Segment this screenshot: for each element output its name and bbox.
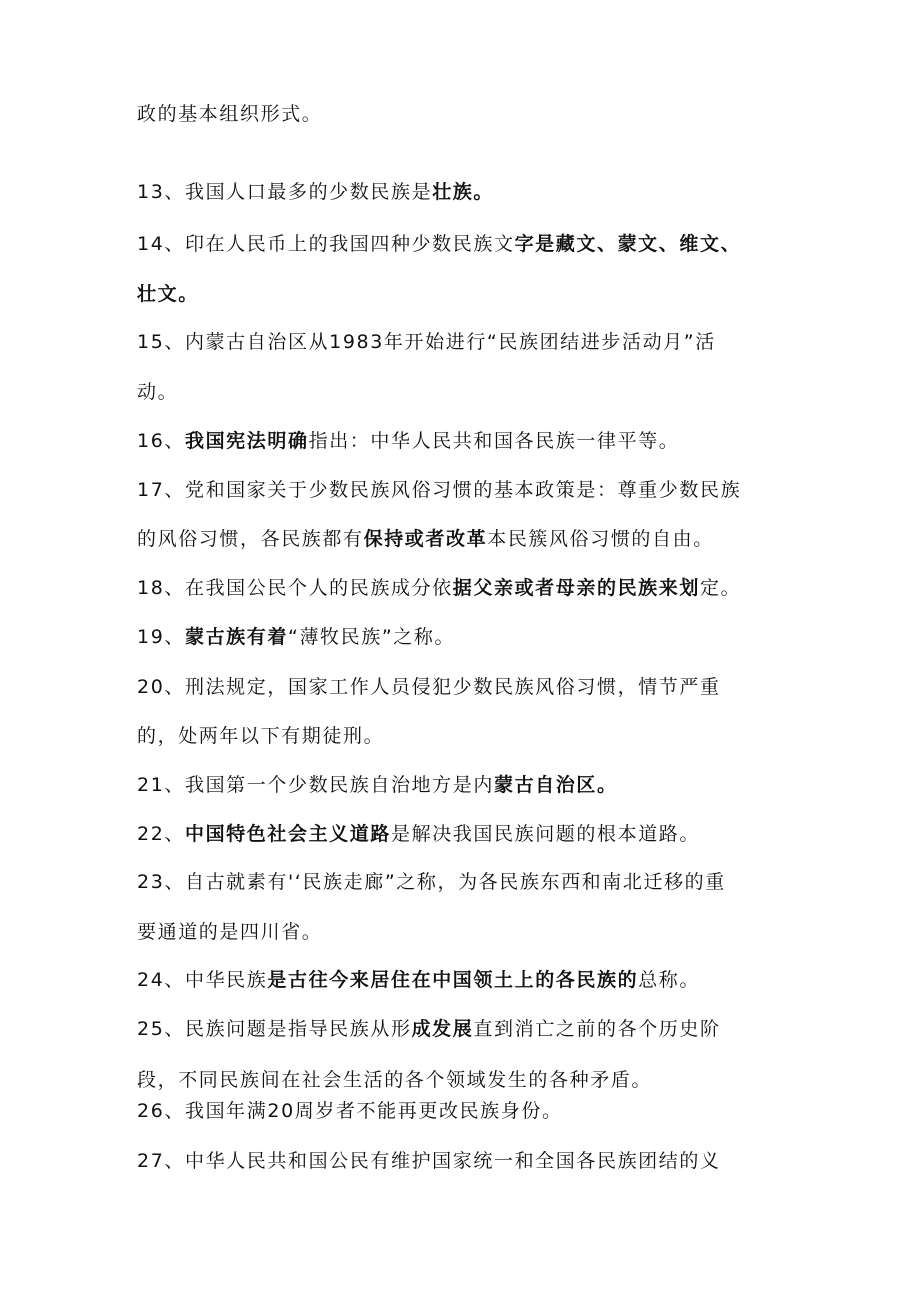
item-17-line: [137, 476, 741, 504]
text-segment: 24、中华民族: [137, 969, 268, 991]
bold-segment: 壮族。: [432, 181, 494, 203]
item-25-line: [137, 1015, 721, 1043]
text-segment: 的，处两年以下有期徒刑。: [137, 725, 385, 747]
item-19-line: [137, 623, 455, 651]
item-14-line: [137, 230, 741, 258]
text-segment: 总称。: [638, 969, 701, 991]
bold-segment: 字是藏文、蒙文、维文、: [514, 233, 742, 255]
item-16-line: [137, 427, 679, 455]
item-18-line: [137, 574, 741, 602]
text-segment: 动。: [137, 381, 179, 403]
text-segment: 20、刑法规定，国家工作人员侵犯少数民族风俗习惯，情节严重: [137, 676, 721, 698]
item-17-line-cont: [137, 525, 714, 553]
text-segment: 19、: [137, 626, 185, 648]
text-segment: 22、: [137, 823, 185, 845]
item-23-line: [137, 868, 726, 896]
item-13-line: [137, 178, 494, 206]
item-25-line-cont: [137, 1066, 652, 1094]
bold-segment: 是古往今来居住在中国领土上的各民族的: [267, 969, 639, 991]
item-22-line: [137, 820, 700, 848]
text-segment: 14、印在人民币上的我国四种少数民族文: [137, 233, 515, 255]
text-segment: 直到消亡之前的各个历史阶: [473, 1018, 721, 1040]
text-segment: “薄牧民族”之称。: [288, 626, 456, 648]
item-20-line-cont: [137, 722, 384, 750]
text-segment: 18、在我国公民个人的民族成分依: [137, 577, 453, 599]
text-segment: 15、内蒙古自治区从1983年开始进行“民族团结进步活动月”活: [137, 331, 716, 353]
bold-segment: 蒙古自治区。: [493, 774, 618, 796]
bold-segment: 据父亲或者母亲的民族来划: [452, 577, 700, 599]
text-segment: 段，不同民族间在社会生活的各个领域发生的各种矛盾。: [137, 1069, 653, 1091]
text-segment: 13、我国人口最多的少数民族是: [137, 181, 433, 203]
text-segment: 指出：中华人民共和国各民族一律平等。: [308, 430, 680, 452]
text-segment: 25、民族问题是指导民族从形: [137, 1018, 412, 1040]
bold-segment: 壮文。: [137, 283, 199, 305]
bold-segment: 蒙古族有着: [184, 626, 288, 648]
bold-segment: 成发展: [411, 1018, 474, 1040]
item-27-line: [137, 1147, 721, 1175]
text-segment: 政的基本组织形式。: [137, 103, 323, 125]
text-segment: 是解决我国民族问题的根本道路。: [391, 823, 701, 845]
text-segment: 17、党和国家关于少数民族风俗习惯的基本政策是：尊重少数民族: [137, 479, 742, 501]
item-23-line-cont: [137, 918, 322, 946]
text-segment: 定。: [699, 577, 742, 599]
item-15-line-cont: [137, 378, 178, 406]
bold-segment: 保持或者改革: [363, 528, 488, 550]
bold-segment: 中国特色社会主义道路: [184, 823, 391, 845]
text-segment: 16、: [137, 430, 185, 452]
text-segment: 27、中华人民共和国公民有维护国家统一和全国各民族团结的义: [137, 1150, 721, 1172]
text-segment: 要通道的是四川省。: [137, 921, 323, 943]
item-26-line: [137, 1097, 563, 1125]
text-segment: 本民簇风俗习惯的自由。: [487, 528, 714, 550]
text-segment: 23、自古就素有'‘民族走廊”之称，为各民族东西和南北迁移的重: [137, 871, 726, 893]
bold-segment: 我国宪法明确: [184, 430, 309, 452]
item-20-line: [137, 673, 721, 701]
item-21-line: [137, 771, 618, 799]
text-line-cont-12: [137, 100, 322, 128]
item-15-line: [137, 328, 716, 356]
text-segment: 的风俗习惯，各民族都有: [137, 528, 364, 550]
item-14-line-cont: [137, 280, 199, 308]
text-segment: 21、我国第一个少数民族自治地方是内: [137, 774, 494, 796]
text-segment: 26、我国年满20周岁者不能再更改民族身份。: [137, 1100, 563, 1122]
item-24-line: [137, 966, 700, 994]
